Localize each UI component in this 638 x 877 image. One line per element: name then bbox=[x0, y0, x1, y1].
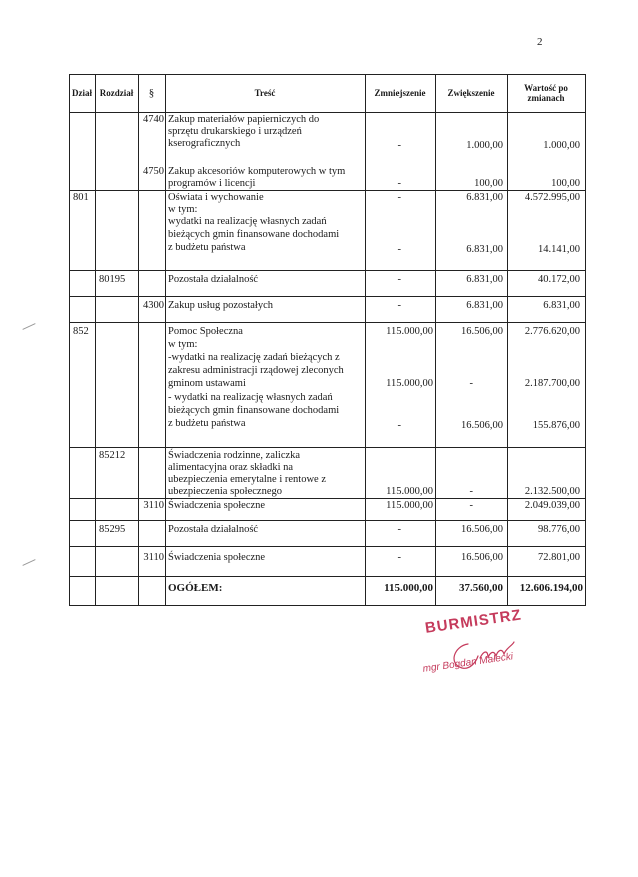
margin-mark bbox=[22, 323, 35, 330]
tresc-line: w tym: bbox=[168, 339, 198, 350]
wartosc-value: 14.141,00 bbox=[538, 244, 580, 255]
paragraf-code: 4740 bbox=[143, 114, 164, 125]
tresc-line: w tym: bbox=[168, 204, 198, 215]
zwiekszenie-value: 16.506,00 bbox=[461, 524, 503, 535]
tresc-line: Zakup akcesoriów komputerowych w tym bbox=[168, 166, 346, 177]
zwiekszenie-value: 16.506,00 bbox=[461, 326, 503, 337]
tresc-line: alimentacyjna oraz składki na bbox=[168, 462, 294, 473]
tresc-line: bieżących gmin finansowane dochodami bbox=[168, 229, 340, 240]
wartosc-value: 2.132.500,00 bbox=[524, 486, 580, 497]
tresc-line: wydatki na realizację własnych zadań bbox=[168, 216, 327, 227]
total-label: OGÓŁEM: bbox=[168, 582, 223, 594]
zmniejszenie-value: - bbox=[397, 420, 401, 431]
signature-stamp bbox=[420, 606, 550, 700]
wartosc-value: 1.000,00 bbox=[543, 140, 580, 151]
stamp-name: mgr Bogdan Małecki bbox=[422, 651, 514, 675]
margin-mark bbox=[22, 559, 35, 566]
wartosc-value: 6.831,00 bbox=[543, 300, 580, 311]
zwiekszenie-value: 6.831,00 bbox=[466, 274, 503, 285]
zwiekszenie-value: 16.506,00 bbox=[461, 552, 503, 563]
header-zwiekszenie: Zwiększenie bbox=[447, 88, 495, 98]
tresc-line: Zakup usług pozostałych bbox=[168, 300, 273, 311]
tresc-line: zakresu administracji rządowej zleconych bbox=[168, 365, 344, 376]
header-wartosc bbox=[507, 74, 585, 112]
zmniejszenie-value: 115.000,00 bbox=[386, 486, 433, 497]
header-wartosc-line1: Wartość po bbox=[524, 83, 568, 93]
zmniejszenie-value: - bbox=[397, 552, 401, 563]
rozdzial-code: 85212 bbox=[99, 450, 126, 461]
header-dzial: Dział bbox=[72, 88, 92, 98]
tresc-line: ubezpieczenia społecznego bbox=[168, 486, 282, 497]
tresc-line: - wydatki na realizację własnych zadań bbox=[168, 392, 333, 403]
zmniejszenie-value: 115.000,00 bbox=[386, 326, 433, 337]
stamp-title: BURMISTRZ bbox=[424, 606, 523, 637]
total-zmniejszenie: 115.000,00 bbox=[384, 582, 433, 594]
paragraf-code: 4300 bbox=[143, 300, 164, 311]
tresc-line: bieżących gmin finansowane dochodami bbox=[168, 405, 340, 416]
header-wartosc-line2: zmianach bbox=[527, 93, 565, 103]
zwiekszenie-value: - bbox=[469, 486, 473, 497]
wartosc-value: 4.572.995,00 bbox=[524, 192, 580, 203]
zmniejszenie-value: 115.000,00 bbox=[386, 378, 433, 389]
tresc-line: gminom ustawami bbox=[168, 378, 246, 389]
tresc-line: z budżetu państwa bbox=[168, 418, 246, 429]
tresc-line: Pozostała działalność bbox=[168, 274, 259, 285]
wartosc-value: 2.776.620,00 bbox=[524, 326, 580, 337]
header-paragraf: § bbox=[148, 87, 155, 99]
zmniejszenie-value: - bbox=[397, 524, 401, 535]
tresc-line: Pomoc Społeczna bbox=[168, 326, 243, 337]
header-tresc: Treść bbox=[254, 88, 276, 98]
zmniejszenie-value: - bbox=[397, 140, 401, 151]
zwiekszenie-value: 1.000,00 bbox=[466, 140, 503, 151]
zmniejszenie-value: - bbox=[397, 178, 401, 189]
budget-table bbox=[69, 74, 585, 606]
zwiekszenie-value: - bbox=[469, 378, 473, 389]
wartosc-value: 155.876,00 bbox=[532, 420, 580, 431]
wartosc-value: 2.049.039,00 bbox=[524, 500, 580, 511]
tresc-line: Świadczenia społeczne bbox=[168, 552, 266, 563]
zwiekszenie-value: 6.831,00 bbox=[466, 192, 503, 203]
total-wartosc: 12.606.194,00 bbox=[519, 582, 583, 594]
total-zwiekszenie: 37.560,00 bbox=[459, 582, 503, 594]
zmniejszenie-value: - bbox=[397, 244, 401, 255]
tresc-line: ubezpieczenia emerytalne i rentowe z bbox=[168, 474, 326, 485]
paragraf-code: 4750 bbox=[143, 166, 164, 177]
tresc-line: Świadczenia społeczne bbox=[168, 500, 266, 511]
tresc-line: kserograficznych bbox=[168, 138, 241, 149]
zmniejszenie-value: - bbox=[397, 192, 401, 203]
dzial-code: 801 bbox=[73, 192, 89, 203]
tresc-line: Pozostała działalność bbox=[168, 524, 259, 535]
rozdzial-code: 85295 bbox=[99, 524, 126, 535]
wartosc-value: 40.172,00 bbox=[538, 274, 580, 285]
wartosc-value: 2.187.700,00 bbox=[524, 378, 580, 389]
wartosc-value: 72.801,00 bbox=[538, 552, 580, 563]
tresc-line: sprzętu drukarskiego i urządzeń bbox=[168, 126, 302, 137]
header-zmniejszenie: Zmniejszenie bbox=[374, 88, 426, 98]
zwiekszenie-value: 6.831,00 bbox=[466, 244, 503, 255]
page-number: 2 bbox=[537, 36, 543, 48]
tresc-line: Oświata i wychowanie bbox=[168, 192, 264, 203]
zwiekszenie-value: - bbox=[469, 500, 473, 511]
rozdzial-code: 80195 bbox=[99, 274, 126, 285]
wartosc-value: 100,00 bbox=[551, 178, 580, 189]
zwiekszenie-value: 6.831,00 bbox=[466, 300, 503, 311]
tresc-line: z budżetu państwa bbox=[168, 242, 246, 253]
zwiekszenie-value: 100,00 bbox=[474, 178, 503, 189]
tresc-line: Świadczenia rodzinne, zaliczka bbox=[168, 450, 301, 461]
zmniejszenie-value: - bbox=[397, 274, 401, 285]
tresc-line: Zakup materiałów papierniczych do bbox=[168, 114, 320, 125]
tresc-line: programów i licencji bbox=[168, 178, 256, 189]
paragraf-code: 3110 bbox=[143, 552, 164, 563]
wartosc-value: 98.776,00 bbox=[538, 524, 580, 535]
paragraf-code: 3110 bbox=[143, 500, 164, 511]
dzial-code: 852 bbox=[73, 326, 89, 337]
tresc-line: -wydatki na realizację zadań bieżących z bbox=[168, 352, 340, 363]
zmniejszenie-value: 115.000,00 bbox=[386, 500, 433, 511]
zmniejszenie-value: - bbox=[397, 300, 401, 311]
zwiekszenie-value: 16.506,00 bbox=[461, 420, 503, 431]
header-rozdzial: Rozdział bbox=[99, 88, 134, 98]
